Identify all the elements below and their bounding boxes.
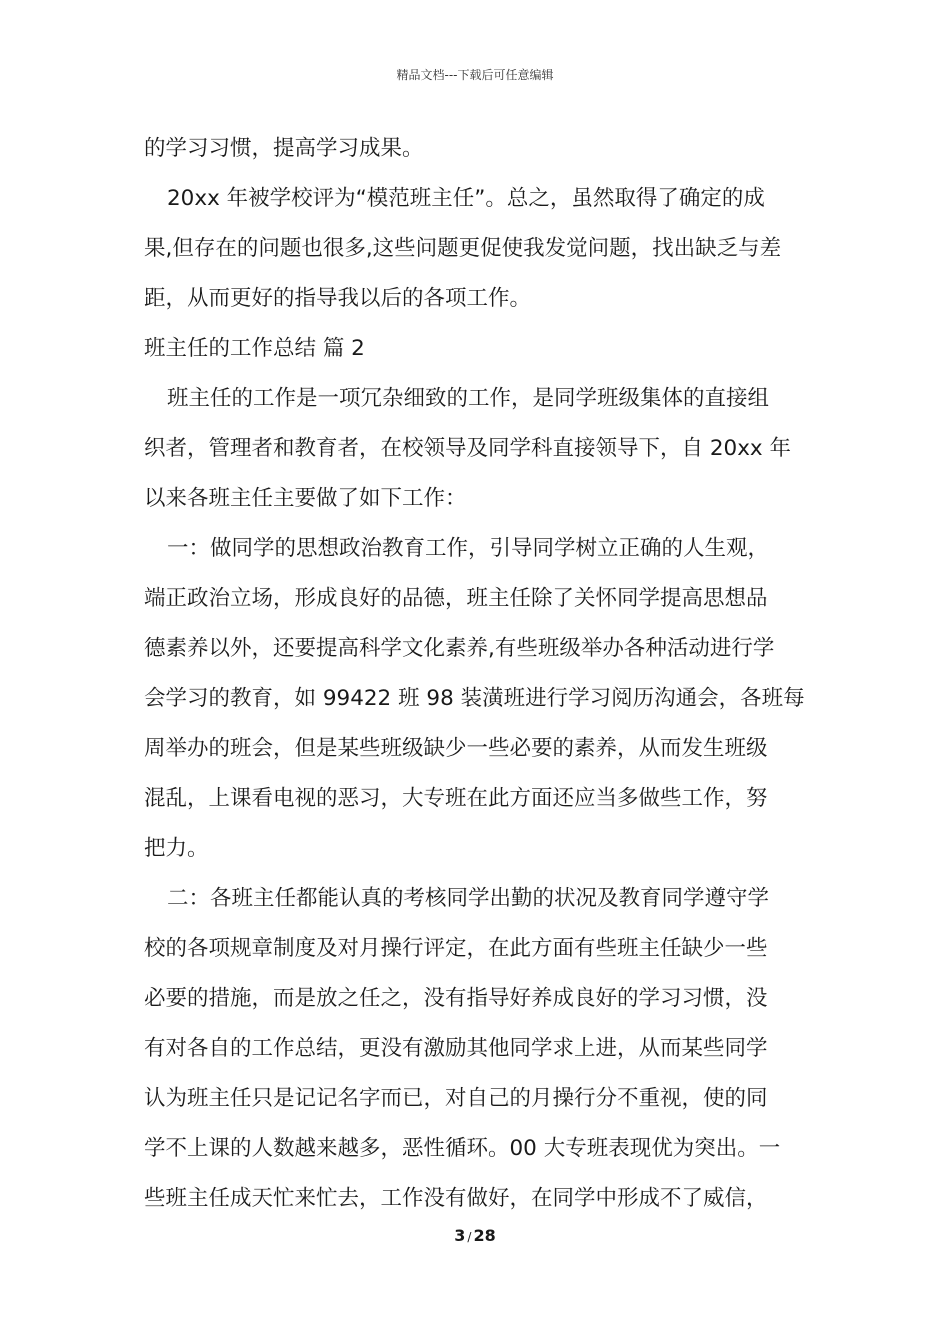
text-line: 周举办的班会，但是某些班级缺少一些必要的素养，从而发生班级 bbox=[144, 736, 768, 761]
text-line: 混乱，上课看电视的恶习，大专班在此方面还应当多做些工作，努 bbox=[144, 786, 768, 811]
text-line: 端正政治立场，形成良好的品德，班主任除了关怀同学提高思想品 bbox=[144, 586, 768, 611]
text-line: 织者，管理者和教育者，在校领导及同学科直接领导下，自 20xx 年 bbox=[144, 436, 791, 461]
page-separator: / bbox=[467, 1230, 472, 1244]
text-line: 一：做同学的思想政治教育工作，引导同学树立正确的人生观， bbox=[167, 536, 770, 561]
text-line: 20xx 年被学校评为“模范班主任”。总之，虽然取得了确定的成 bbox=[167, 186, 765, 211]
text-line: 果,但存在的问题也很多,这些问题更促使我发觉问题，找出缺乏与差 bbox=[144, 236, 782, 261]
section-heading: 班主任的工作总结 篇 2 bbox=[144, 336, 365, 361]
text-line: 学不上课的人数越来越多，恶性循环。00 大专班表现优为突出。一 bbox=[144, 1136, 781, 1161]
text-line: 把力。 bbox=[144, 836, 209, 861]
page-number bbox=[0, 1226, 950, 1245]
text-line: 距，从而更好的指导我以后的各项工作。 bbox=[144, 286, 532, 311]
text-line: 会学习的教育，如 99422 班 98 装潢班进行学习阅历沟通会，各班每 bbox=[144, 686, 805, 711]
page-header: 精品文档---下载后可任意编辑 bbox=[396, 68, 554, 82]
text-line: 班主任的工作是一项冗杂细致的工作，是同学班级集体的直接组 bbox=[167, 386, 770, 411]
page-current: 3 bbox=[454, 1226, 466, 1245]
document-body bbox=[144, 124, 810, 1224]
text-line: 有对各自的工作总结，更没有激励其他同学求上进，从而某些同学 bbox=[144, 1036, 768, 1061]
text-line: 德素养以外，还要提高科学文化素养,有些班级举办各种活动进行学 bbox=[144, 636, 775, 661]
text-line: 二：各班主任都能认真的考核同学出勤的状况及教育同学遵守学 bbox=[167, 886, 770, 911]
text-line: 认为班主任只是记记名字而已，对自己的月操行分不重视，使的同 bbox=[144, 1086, 768, 1111]
page-total: 28 bbox=[473, 1226, 496, 1245]
text-line: 以来各班主任主要做了如下工作： bbox=[144, 486, 467, 511]
text-line: 些班主任成天忙来忙去，工作没有做好，在同学中形成不了威信， bbox=[144, 1186, 768, 1211]
text-line: 必要的措施，而是放之任之，没有指导好养成良好的学习习惯，没 bbox=[144, 986, 768, 1011]
text-line: 的学习习惯，提高学习成果。 bbox=[144, 136, 424, 161]
text-line: 校的各项规章制度及对月操行评定，在此方面有些班主任缺少一些 bbox=[144, 936, 768, 961]
